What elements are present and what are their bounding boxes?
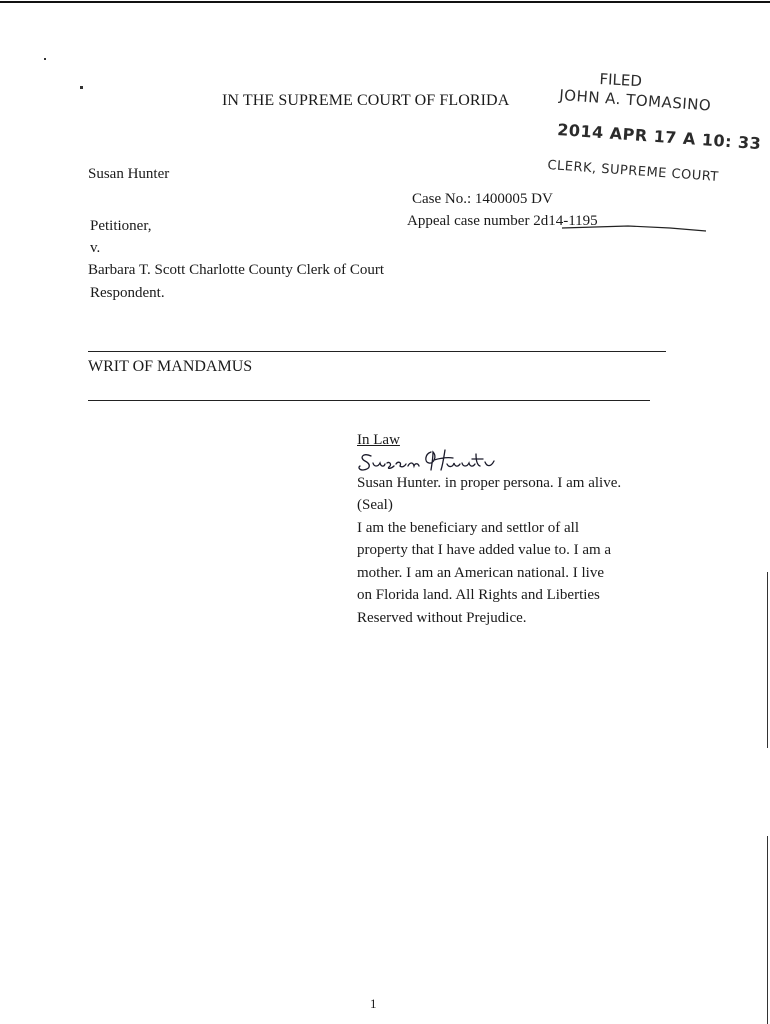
title-rule-bottom [88, 400, 650, 401]
appeal-number-underline [560, 222, 710, 236]
top-edge-line [0, 1, 770, 3]
statement-line: property that I have added value to. I am a [357, 542, 612, 558]
statement-line: on Florida land. All Rights and Liberties [357, 587, 600, 603]
scan-speck [44, 58, 46, 60]
case-number: Case No.: 1400005 DV [412, 191, 553, 207]
signature-block [357, 429, 702, 629]
scan-edge-mark [767, 668, 768, 748]
statement-line: mother. I am an American national. I live [357, 564, 605, 581]
petitioner-label: Petitioner, [90, 218, 152, 234]
respondent-label: Respondent. [90, 285, 165, 301]
title-rule-top [88, 351, 666, 352]
respondent-name: Barbara T. Scott Charlotte County Clerk of Court [88, 262, 385, 278]
court-heading: IN THE SUPREME COURT OF FLORIDA [222, 92, 510, 109]
versus-label: v. [90, 240, 101, 256]
scan-speck [80, 86, 83, 89]
signer-name-line: Susan Hunter. in proper persona. I am alive. [357, 474, 622, 491]
document-title: WRIT OF MANDAMUS [88, 358, 253, 375]
page-number: 1 [370, 996, 377, 1011]
in-law-heading: In Law [357, 432, 400, 448]
petitioner-name: Susan Hunter [88, 166, 170, 182]
appeal-case-number: Appeal case number 2d14-1195 [407, 213, 598, 229]
scan-edge-mark [767, 836, 768, 1024]
seal-label: (Seal) [357, 497, 393, 513]
statement-line: Reserved without Prejudice. [357, 609, 527, 626]
filed-stamp-clerk-name: JOHN A. TOMASINO [558, 86, 712, 115]
filed-stamp-date: 2014 APR 17 A 10: 33 [556, 120, 762, 154]
statement-line: I am the beneficiary and settlor of all [357, 519, 579, 536]
filed-stamp-office: CLERK, SUPREME COURT [546, 158, 720, 185]
filed-stamp-label: FILED [599, 70, 643, 91]
scan-edge-mark [767, 572, 768, 672]
